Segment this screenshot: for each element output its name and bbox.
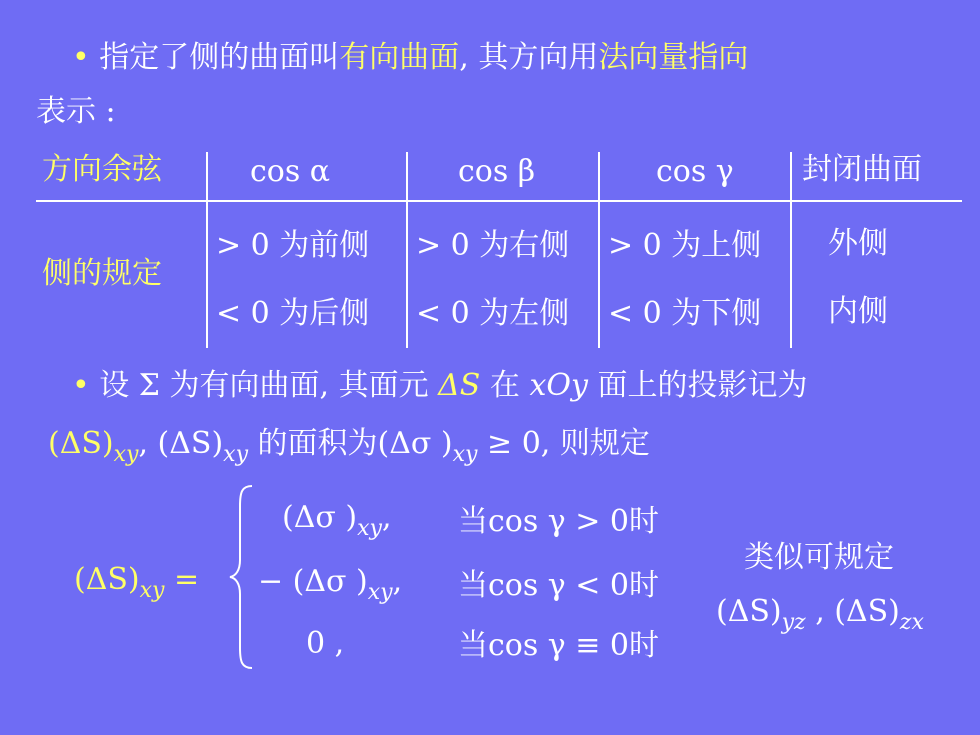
table-cell-r1c4: 外侧 [828,226,888,261]
text-1a: 指定了侧的曲面叫 [89,40,340,75]
text-3b: 在 [480,368,530,403]
formula-case-2-cond: 当cos γ < 0时 [458,568,660,603]
formula-case-3-cond: 当cos γ ≡ 0时 [458,628,660,663]
text-1b: , 其方向用 [459,40,599,75]
table-vline-3 [598,152,600,348]
formula-case-2-expr: − (Δσ )$_{xy}$, [258,564,403,605]
plane-xoy: xOy [529,368,588,403]
table-cell-r2c1: < 0 为后侧 [216,296,370,331]
table-header-closed-surface: 封闭曲面 [802,152,922,187]
formula-lhs: $(\Delta S)_{xy}$ = [74,562,200,603]
table-cell-r1c2: > 0 为右侧 [416,228,570,263]
text-line-2: 表示 : [36,94,116,129]
table-header-cos-alpha: cos α [250,154,331,189]
table-header-cos-gamma: cos γ [656,154,734,189]
table-header-direction-cosine: 方向余弦 [42,152,162,187]
highlight-projection: $(\Delta S)_{xy}$ [48,426,139,467]
bullet-icon: • [72,40,90,75]
table-vline-1 [206,152,208,348]
formula-case-3-expr: 0 , [306,626,345,661]
highlight-delta-s: ΔS [438,368,481,403]
bullet-line-3 [72,368,807,404]
table-cell-r2c3: < 0 为下侧 [608,296,762,331]
text-3a: 设 Σ 为有向曲面, 其面元 [89,368,439,403]
table-cell-r2c4: 内侧 [828,294,888,329]
table-cell-r2c2: < 0 为左侧 [416,296,570,331]
formula-case-1-expr: (Δσ )$_{xy}$, [282,500,392,541]
text-3c: 面上的投影记为 [587,368,808,403]
left-brace [228,482,258,672]
table-row-label-side-rule: 侧的规定 [42,256,162,291]
table-header-divider [36,200,962,202]
similar-rule-formula: $(\Delta S)_{yz}$ , $(\Delta S)_{zx}$ [716,594,924,635]
table-vline-4 [790,152,792,348]
table-cell-r1c1: > 0 为前侧 [216,228,370,263]
bullet-line-1 [72,40,748,76]
formula-case-1-cond: 当cos γ > 0时 [458,504,660,539]
highlight-directed-surface: 有向曲面 [339,40,460,75]
table-vline-2 [406,152,408,348]
bullet-icon: • [72,368,90,403]
text-line-4: $(\Delta S)_{xy}$, $(\Delta S)_{xy}$ 的面积为(Δσ )$_{xy} \ge 0$, 则规定 [48,426,650,467]
highlight-normal-vector: 法向量指向 [598,40,749,75]
table-header-cos-beta: cos β [458,154,536,189]
table-cell-r1c3: > 0 为上侧 [608,228,762,263]
similar-rule-text: 类似可规定 [744,540,894,575]
